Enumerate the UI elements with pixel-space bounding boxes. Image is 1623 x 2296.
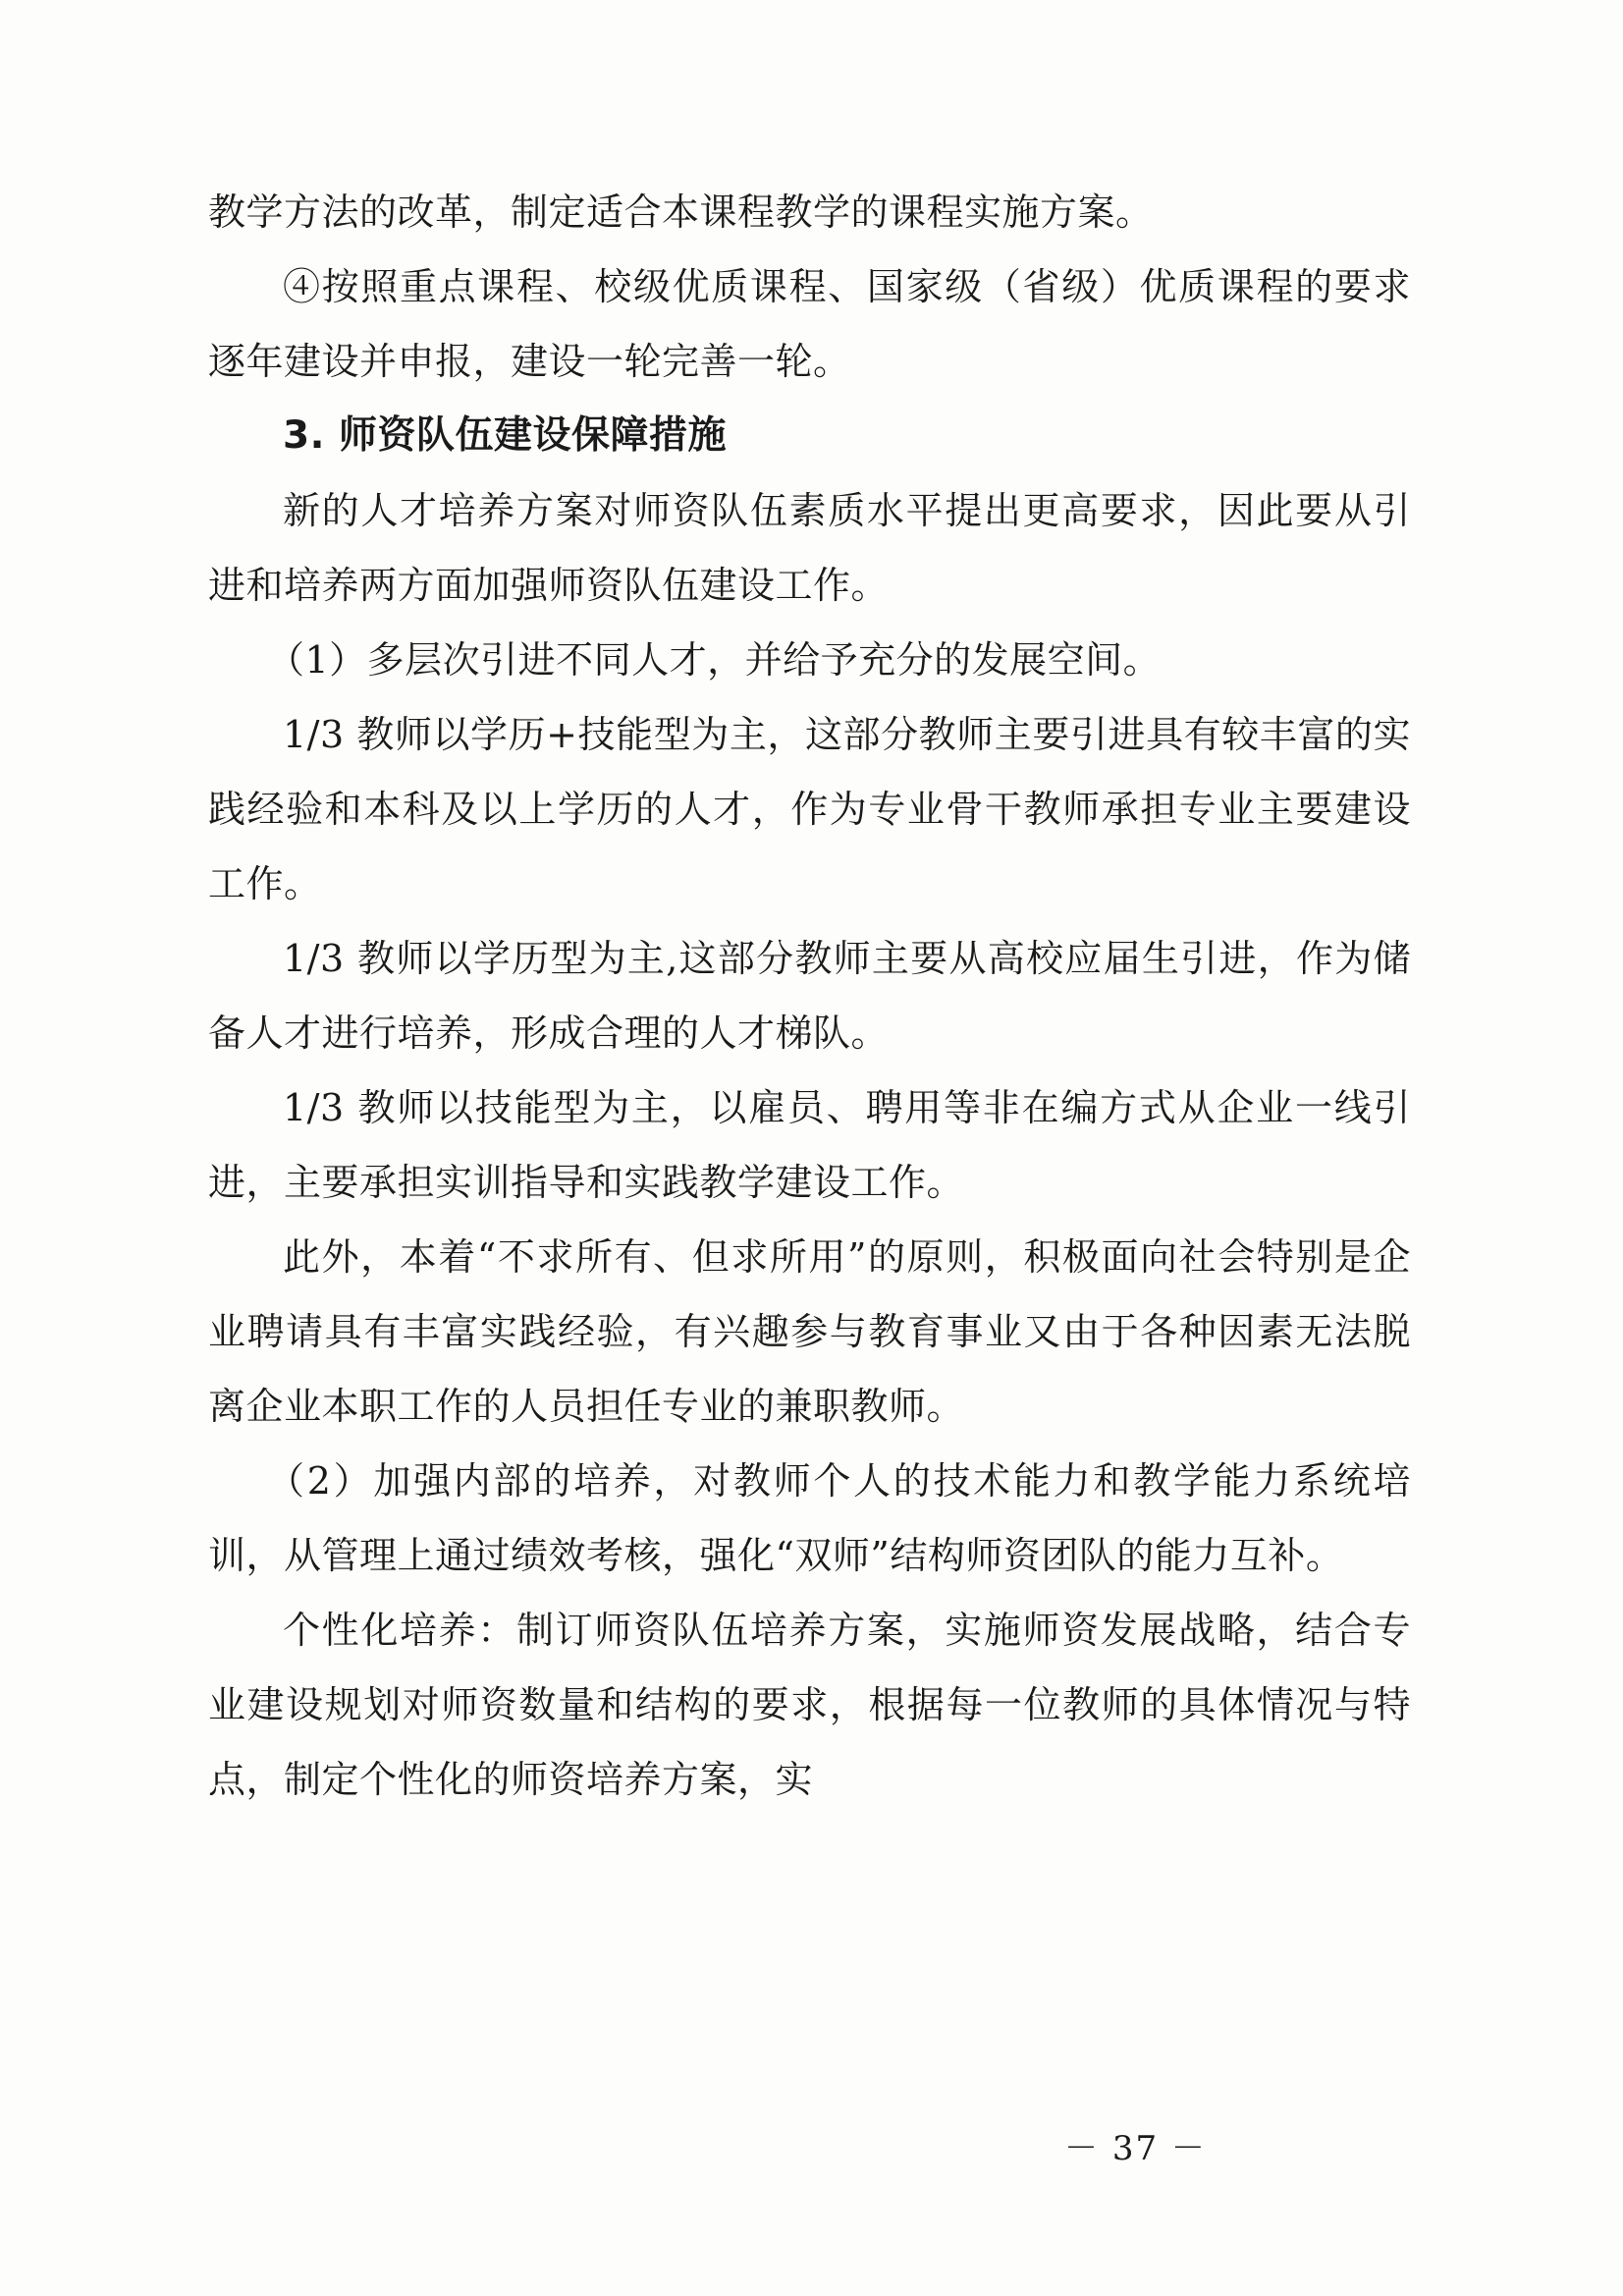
paragraph-continuation: 教学方法的改革，制定适合本课程教学的课程实施方案。 — [208, 191, 1154, 234]
paragraph-part-time-teachers: 此外，本着“不求所有、但求所用”的原则，积极面向社会特别是企业聘请具有丰富实践经验，有兴趣参与教育事业又由于各种因素无法脱离企业本职工作的人员担任专业的兼职教师。 — [208, 1235, 1411, 1428]
paragraph-item-1: （1）多层次引进不同人才，并给予充分的发展空间。 — [267, 638, 1162, 682]
paragraph-item-2: （2）加强内部的培养，对教师个人的技术能力和教学能力系统培训，从管理上通过绩效考核，强化“双师”结构师资团队的能力互补。 — [208, 1459, 1411, 1577]
paragraph-personalized-training: 个性化培养：制订师资队伍培养方案，实施师资发展战略，结合专业建设规划对师资数量和结构的要求，根据每一位教师的具体情况与特点，制定个性化的师资培养方案，实 — [208, 1609, 1411, 1801]
paragraph-third-skill: 1/3 教师以技能型为主，以雇员、聘用等非在编方式从企业一线引进，主要承担实训指导和实践教学建设工作。 — [208, 1086, 1411, 1204]
page-number: － 37 － — [1064, 2129, 1207, 2168]
page-body — [208, 175, 1411, 1817]
paragraph-faculty-intro: 新的人才培养方案对师资队伍素质水平提出更高要求，因此要从引进和培养两方面加强师资队伍建设工作。 — [208, 489, 1411, 607]
section-heading-3: 3. 师资队伍建设保障措施 — [283, 413, 728, 458]
page-footer — [0, 2121, 1623, 2169]
paragraph-third-degree-skill: 1/3 教师以学历+技能型为主，这部分教师主要引进具有较丰富的实践经验和本科及以上学历的人才，作为专业骨干教师承担专业主要建设工作。 — [208, 713, 1411, 905]
paragraph-third-degree: 1/3 教师以学历型为主,这部分教师主要从高校应届生引进，作为储备人才进行培养，形成合理的人才梯队。 — [208, 937, 1411, 1055]
paragraph-item-4: ④按照重点课程、校级优质课程、国家级（省级）优质课程的要求逐年建设并申报，建设一轮完善一轮。 — [208, 265, 1411, 383]
